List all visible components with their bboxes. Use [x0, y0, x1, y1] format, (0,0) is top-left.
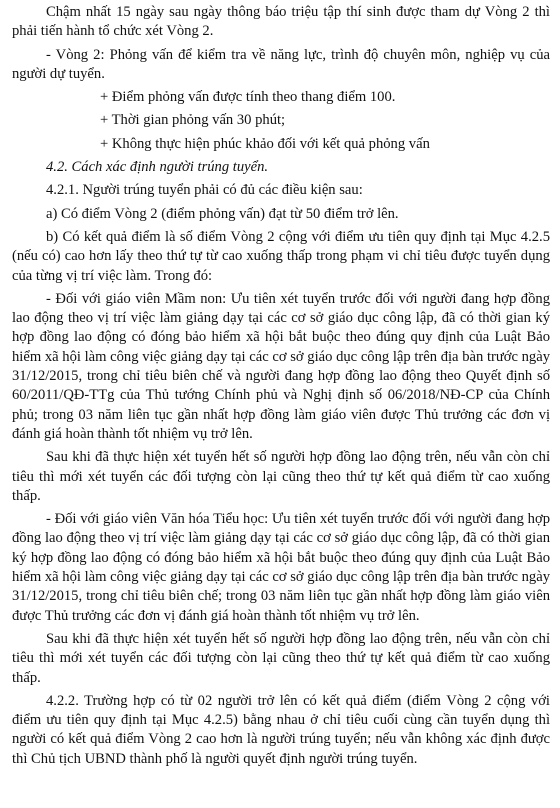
paragraph-preschool-remaining: Sau khi đã thực hiện xét tuyển hết số người hợp đồng lao động trên, nếu vẫn còn chỉ tiêu thì mới xét tuyển các đối tượng còn lại cũng theo thứ tự kết quả điểm từ cao xuống thấp. — [12, 449, 550, 504]
section-heading-4-2: 4.2. Cách xác định người trúng tuyển. — [46, 159, 269, 176]
paragraph-primary-remaining: Sau khi đã thực hiện xét tuyển hết số người hợp đồng lao động trên, nếu vẫn còn chỉ tiêu thì mới xét tuyển các đối tượng còn lại cũng theo thứ tự kết quả điểm từ cao xuống thấp. — [12, 630, 550, 686]
paragraph-primary-teachers: - Đối với giáo viên Văn hóa Tiểu học: Ưu tiên xét tuyển trước đối với người đang hợp đồng lao động theo vị trí việc làm giảng dạy tại các cơ sở giáo dục công lập, đã có thời gian ký hợp đồng lao động có đóng bảo hiểm xã hội bắt buộc theo đúng quy định của Luật Bảo hiểm xã hội làm công việc giảng dạy tại các cơ sở giáo dục công lập trên địa bàn trước ngày 31/12/2015, trong chỉ tiêu biên chế; trong 03 năm liên tục gần nhất hợp đồng làm giáo viên được Thủ trưởng các đơn vị đánh giá hoàn thành tốt nhiệm vụ trở lên. — [12, 511, 550, 624]
bullet-interview-score: + Điểm phỏng vấn được tính theo thang điểm 100. — [100, 89, 396, 106]
paragraph-4-2-2: 4.2.2. Trường hợp có từ 02 người trở lên có kết quả điểm (điểm Vòng 2 cộng với điểm ưu tiên quy định tại Mục 4.2.5) bằng nhau ở chỉ tiêu cuối cùng cần tuyển dụng thì người có kết quả điểm Vòng 2 cao hơn là người trúng tuyển; nếu vẫn không xác định được thì Chủ tịch UBND thành phố là người quyết định người trúng tuyển. — [12, 692, 550, 767]
paragraph-round2-interview: - Vòng 2: Phỏng vấn để kiểm tra về năng lực, trình độ chuyên môn, nghiệp vụ của người dự tuyển. — [12, 46, 550, 82]
paragraph-preschool-teachers: - Đối với giáo viên Mầm non: Ưu tiên xét tuyển trước đối với người đang hợp đồng lao động theo vị trí việc làm giảng dạy tại các cơ sở giáo dục công lập, đã có thời gian ký hợp đồng lao động có đóng bảo hiểm xã hội bắt buộc theo đúng quy định của Luật Bảo hiểm xã hội làm công việc giảng dạy tại các cơ sở giáo dục công lập trên địa bàn trước ngày 31/12/2015, trong chỉ tiêu biên chế và người đang hợp đồng lao động theo Quyết định số 60/2011/QĐ-TTg của Thủ tướng Chính phủ và Nghị định số 06/2018/NĐ-CP của Chính phủ; trong 03 năm liên tục gần nhất hợp đồng làm giáo viên được Thủ trưởng các đơn vị đánh giá hoàn thành tốt nhiệm vụ trở lên. — [12, 290, 550, 442]
bullet-interview-time: + Thời gian phỏng vấn 30 phút; — [100, 112, 286, 129]
bullet-no-review: + Không thực hiện phúc khảo đối với kết quả phỏng vấn — [100, 135, 430, 152]
paragraph-condition-a: a) Có điểm Vòng 2 (điểm phỏng vấn) đạt từ 50 điểm trở lên. — [46, 205, 399, 222]
paragraph-4-2-1: 4.2.1. Người trúng tuyển phải có đủ các điều kiện sau: — [46, 182, 363, 199]
paragraph-round2-deadline: Chậm nhất 15 ngày sau ngày thông báo triệu tập thí sinh được tham dự Vòng 2 thì phải tiến hành tổ chức xét Vòng 2. — [12, 4, 550, 40]
paragraph-condition-b: b) Có kết quả điểm là số điểm Vòng 2 cộng với điểm ưu tiên quy định tại Mục 4.2.5 (nếu có) cao hơn lấy theo thứ tự từ cao xuống thấp trong phạm vi chỉ tiêu được tuyển dụng của từng vị trí việc làm. Trong đó: — [12, 228, 550, 284]
